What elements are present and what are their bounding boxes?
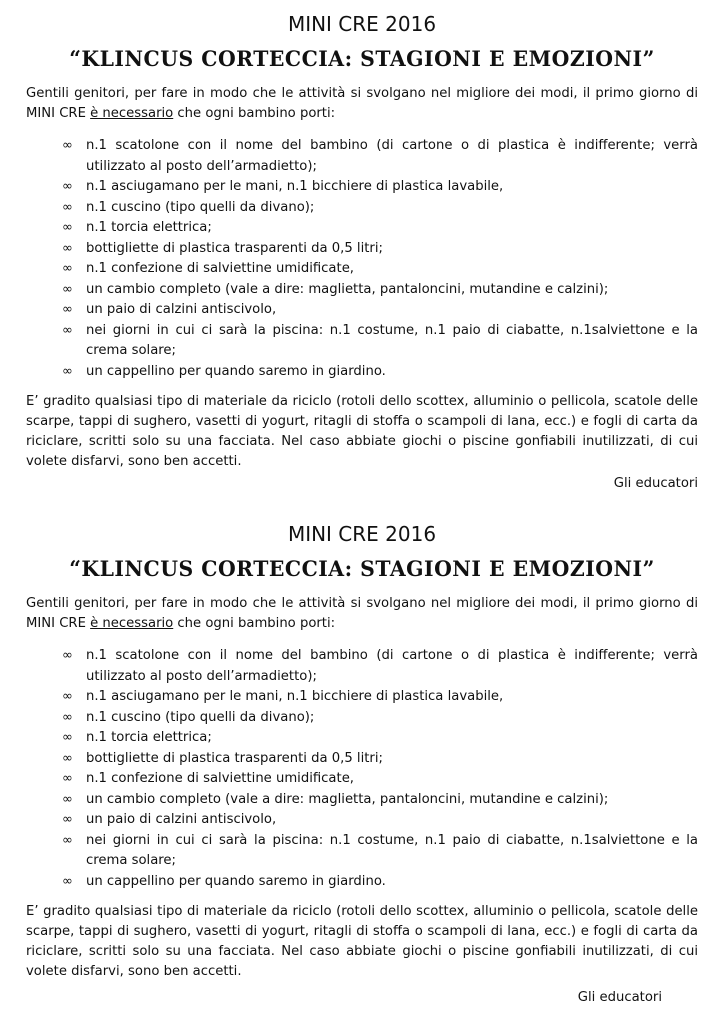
list-item (26, 749, 698, 770)
infinity-bullet-icon: ∞ (62, 220, 73, 235)
event-subtitle: “KLINCUS CORTECCIA: STAGIONI E EMOZIONI” (69, 556, 655, 581)
list-item (26, 198, 698, 219)
infinity-bullet-icon: ∞ (62, 281, 73, 297)
list-item-text: n.1 cuscino (tipo quelli da divano); (86, 199, 315, 215)
list-item (26, 362, 698, 383)
infinity-bullet-icon: ∞ (62, 730, 73, 745)
infinity-bullet-icon: ∞ (62, 689, 73, 704)
list-item (26, 872, 698, 893)
list-item (26, 831, 698, 872)
infinity-bullet-icon: ∞ (62, 873, 73, 889)
list-item-text: un paio di calzini antiscivolo, (86, 302, 277, 317)
list-item-text: bottigliette di plastica trasparenti da 0,5 litri; (86, 750, 383, 766)
list-item-text: n.1 confezione di salviettine umidificate, (86, 771, 354, 786)
list-item-text: n.1 scatolone con il nome del bambino (di cartone o di plastica è indifferente; verrà utilizzato al posto dell’armadietto); (86, 138, 698, 174)
intro-underlined: è necessario (90, 106, 174, 121)
infinity-bullet-icon: ∞ (62, 832, 73, 848)
intro-text-start: Gentili genitori, per fare in modo che le attività si svolgano nel migliore dei modi, il primo giorno di MINI CRE (26, 86, 698, 121)
list-item-text: un cambio completo (vale a dire: maglietta, pantaloncini, mutandine e calzini); (86, 791, 609, 807)
list-item (26, 810, 698, 831)
list-item-text: un cambio completo (vale a dire: maglietta, pantaloncini, mutandine e calzini); (86, 281, 609, 297)
list-item-text: n.1 torcia elettrica; (86, 730, 212, 745)
page-title: MINI CRE 2016 (287, 522, 437, 546)
items-list (26, 646, 698, 892)
intro-paragraph (26, 594, 698, 634)
signature: Gli educatori (577, 990, 662, 1005)
event-subtitle: “KLINCUS CORTECCIA: STAGIONI E EMOZIONI” (69, 46, 655, 71)
infinity-bullet-icon: ∞ (62, 750, 73, 766)
infinity-bullet-icon: ∞ (62, 261, 73, 276)
items-list (26, 136, 698, 382)
list-item-text: n.1 confezione di salviettine umidificate, (86, 261, 354, 276)
intro-underlined: è necessario (90, 616, 174, 631)
list-item (26, 177, 698, 198)
intro-paragraph (26, 84, 698, 124)
signature: Gli educatori (613, 476, 698, 491)
list-item (26, 280, 698, 301)
infinity-bullet-icon: ∞ (62, 138, 73, 153)
list-item (26, 728, 698, 749)
intro-text-start: Gentili genitori, per fare in modo che le attività si svolgano nel migliore dei modi, il primo giorno di MINI CRE (26, 596, 698, 631)
list-item (26, 321, 698, 362)
infinity-bullet-icon: ∞ (62, 302, 73, 317)
infinity-bullet-icon: ∞ (62, 812, 73, 827)
list-item (26, 769, 698, 790)
list-item-text: n.1 asciugamano per le mani, n.1 bicchiere di plastica lavabile, (86, 179, 504, 194)
list-item-text: nei giorni in cui ci sarà la piscina: n.1 costume, n.1 paio di ciabatte, n.1salviettone e la crema solare; (86, 832, 698, 868)
infinity-bullet-icon: ∞ (62, 199, 73, 215)
list-item-text: un paio di calzini antiscivolo, (86, 812, 277, 827)
list-item (26, 136, 698, 177)
list-item-text: n.1 scatolone con il nome del bambino (di cartone o di plastica è indifferente; verrà utilizzato al posto dell’armadietto); (86, 648, 698, 684)
list-item (26, 708, 698, 729)
flyer-bottom (26, 520, 698, 1008)
list-item (26, 259, 698, 280)
list-item-text: un cappellino per quando saremo in giardino. (86, 873, 386, 889)
closing-paragraph: E’ gradito qualsiasi tipo di materiale da riciclo (rotoli dello scottex, alluminio o pellicola, scatole delle scarpe, tappi di sughero, vasetti di yogurt, ritagli di stoffa o scampoli di lana, ecc.) e fogli di carta da riciclare, scritti solo su una facciata. Nel caso abbiate giochi o piscine gonfiabili inutilizzati, di cui volete disfarvi, sono ben accetti. (26, 394, 698, 469)
list-item-text: n.1 torcia elettrica; (86, 220, 212, 235)
infinity-bullet-icon: ∞ (62, 771, 73, 786)
list-item-text: n.1 asciugamano per le mani, n.1 bicchiere di plastica lavabile, (86, 689, 504, 704)
list-item (26, 790, 698, 811)
list-item (26, 239, 698, 260)
list-item-text: bottigliette di plastica trasparenti da 0,5 litri; (86, 240, 383, 256)
closing-paragraph: E’ gradito qualsiasi tipo di materiale da riciclo (rotoli dello scottex, alluminio o pellicola, scatole delle scarpe, tappi di sughero, vasetti di yogurt, ritagli di stoffa o scampoli di lana, ecc.) e fogli di carta da riciclare, scritti solo su una facciata. Nel caso abbiate giochi o piscine gonfiabili inutilizzati, di cui volete disfarvi, sono ben accetti. (26, 904, 698, 979)
infinity-bullet-icon: ∞ (62, 709, 73, 725)
intro-text-end: che ogni bambino porti: (173, 106, 336, 121)
list-item (26, 300, 698, 321)
intro-text-end: che ogni bambino porti: (173, 616, 336, 631)
infinity-bullet-icon: ∞ (62, 648, 73, 663)
page-title: MINI CRE 2016 (287, 12, 437, 36)
infinity-bullet-icon: ∞ (62, 179, 73, 194)
infinity-bullet-icon: ∞ (62, 322, 73, 338)
list-item (26, 218, 698, 239)
infinity-bullet-icon: ∞ (62, 363, 73, 379)
flyer-top (26, 10, 698, 494)
infinity-bullet-icon: ∞ (62, 791, 73, 807)
list-item-text: nei giorni in cui ci sarà la piscina: n.1 costume, n.1 paio di ciabatte, n.1salviettone e la crema solare; (86, 322, 698, 358)
list-item-text: n.1 cuscino (tipo quelli da divano); (86, 709, 315, 725)
infinity-bullet-icon: ∞ (62, 240, 73, 256)
list-item (26, 687, 698, 708)
list-item (26, 646, 698, 687)
list-item-text: un cappellino per quando saremo in giardino. (86, 363, 386, 379)
